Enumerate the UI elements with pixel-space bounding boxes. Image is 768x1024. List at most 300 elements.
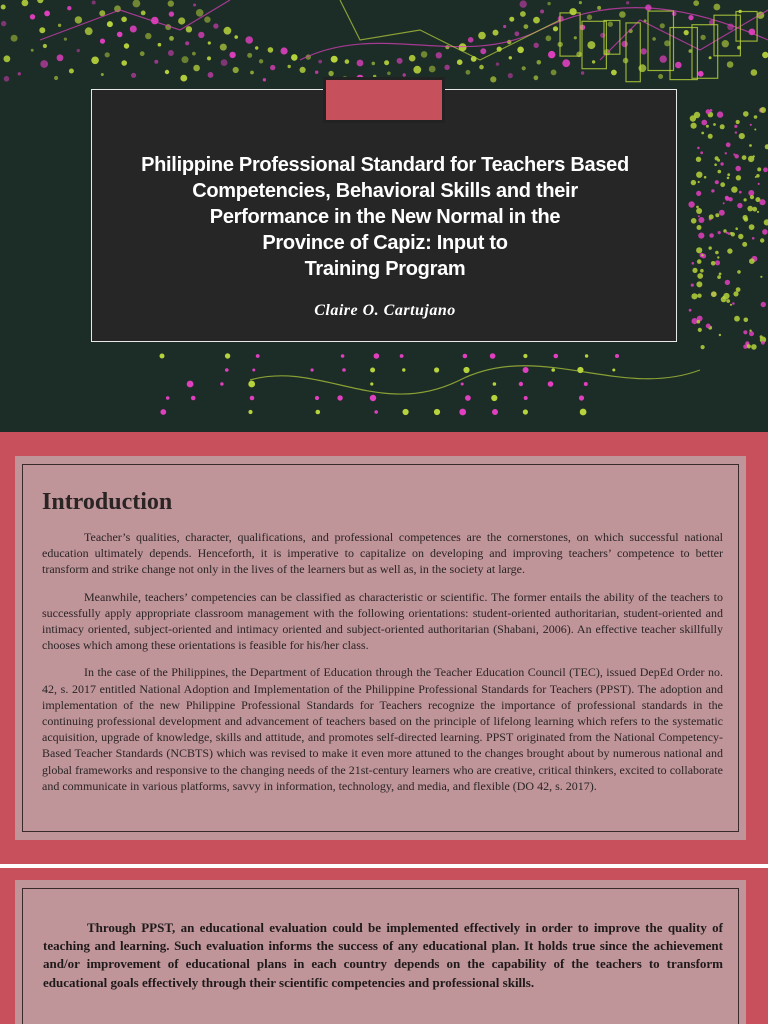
- decor-dot: [742, 242, 747, 247]
- decor-dot: [660, 23, 665, 28]
- decor-dot: [735, 227, 738, 230]
- decor-dot: [496, 62, 499, 65]
- decor-dot: [709, 214, 714, 219]
- decor-dot: [757, 211, 759, 213]
- decor-dot: [720, 182, 725, 187]
- decor-dot: [711, 261, 716, 266]
- decor-dot: [248, 410, 252, 414]
- decor-dot: [429, 66, 436, 73]
- decor-dot: [733, 291, 738, 296]
- decor-dot: [328, 71, 333, 76]
- decor-dot: [698, 233, 704, 239]
- decor-dot: [706, 125, 709, 128]
- decor-dot: [221, 59, 228, 66]
- decor-dot: [384, 60, 389, 65]
- decor-dot: [145, 33, 151, 39]
- decor-dot: [141, 11, 146, 16]
- decor-dot: [100, 39, 105, 44]
- decor-dot: [341, 354, 345, 358]
- decor-dot: [315, 71, 318, 74]
- decor-line: [250, 366, 700, 394]
- decor-dot: [725, 152, 727, 154]
- decor-dot: [400, 354, 404, 358]
- decor-dot: [69, 69, 74, 74]
- decor-dot: [263, 78, 266, 81]
- decor-dot: [696, 157, 701, 162]
- decor-dot: [130, 26, 137, 33]
- decor-dot: [520, 11, 526, 17]
- decor-dot: [696, 281, 702, 287]
- decor-dot: [615, 354, 619, 358]
- decor-dot: [551, 368, 555, 372]
- section-heading: Introduction: [42, 489, 173, 515]
- decor-dot: [580, 409, 587, 416]
- decor-dot: [688, 15, 693, 20]
- title-line: Training Program: [304, 258, 466, 280]
- decor-dot: [608, 22, 613, 27]
- decor-dot: [574, 36, 577, 39]
- decor-dot: [696, 191, 701, 196]
- decor-dot: [715, 251, 719, 255]
- decor-dot: [597, 6, 601, 10]
- decor-dot: [515, 31, 520, 36]
- decor-dot: [192, 52, 196, 56]
- decor-dot: [734, 125, 737, 128]
- decor-dot: [691, 293, 697, 299]
- decor-dot: [247, 53, 252, 58]
- decor-dot: [717, 111, 723, 117]
- decor-dot: [493, 382, 497, 386]
- decor-dot: [220, 382, 223, 385]
- decor-dot: [204, 16, 210, 22]
- decor-rect: [670, 28, 697, 80]
- title-line: Philippine Professional Standard for Teachers Based: [141, 154, 629, 176]
- decor-dot: [719, 210, 725, 216]
- decor-dot: [508, 73, 513, 78]
- decor-dot: [697, 294, 701, 298]
- decor-dot: [434, 409, 440, 415]
- decor-dot: [736, 120, 740, 124]
- decor-dot: [463, 354, 468, 359]
- decor-dot: [248, 381, 255, 388]
- decor-dot: [697, 273, 703, 279]
- decor-dot: [762, 52, 768, 58]
- decor-dot: [717, 256, 719, 258]
- decor-dot: [465, 395, 471, 401]
- decor-dot: [44, 11, 50, 17]
- decor-dot: [124, 43, 129, 48]
- decor-dot: [490, 353, 496, 359]
- decor-dot: [701, 132, 704, 135]
- decor-dot: [691, 218, 697, 224]
- decor-dot: [509, 56, 512, 59]
- decor-dot: [4, 76, 10, 82]
- decor-dot: [696, 208, 702, 214]
- decor-dot: [728, 197, 732, 201]
- decor-dot: [490, 76, 496, 82]
- decor-dot: [723, 229, 726, 232]
- decor-dot: [709, 56, 712, 59]
- decor-line: [600, 10, 768, 60]
- decor-dot: [730, 304, 732, 306]
- decor-dot: [689, 309, 692, 312]
- decor-dot: [761, 302, 766, 307]
- decor-dot: [459, 409, 466, 416]
- decor-dot: [524, 24, 529, 29]
- decor-dot: [370, 368, 375, 373]
- decor-dot: [250, 396, 255, 401]
- decor-dot: [727, 61, 734, 68]
- decor-dot: [207, 56, 211, 60]
- decor-dot: [178, 17, 185, 24]
- decor-dot: [187, 381, 194, 388]
- decor-dot: [744, 198, 747, 201]
- decor-dot: [709, 246, 712, 249]
- decor-dot: [652, 37, 656, 41]
- decor-dot: [723, 202, 725, 204]
- decor-dot: [706, 324, 711, 329]
- decor-dot: [154, 60, 158, 64]
- decor-line: [340, 0, 560, 60]
- decor-dot: [726, 299, 730, 303]
- decor-dot: [579, 1, 582, 4]
- decor-dot: [548, 51, 555, 58]
- title-box: [91, 89, 677, 342]
- decor-dot: [413, 66, 421, 74]
- title-line: Performance in the New Normal in the: [209, 206, 561, 228]
- decor-dot: [534, 75, 539, 80]
- decor-dot: [58, 24, 61, 27]
- decor-dot: [750, 195, 754, 199]
- decor-dot: [736, 287, 741, 292]
- decor-dot: [719, 273, 722, 276]
- decor-dot: [755, 197, 760, 202]
- decor-dot: [764, 219, 768, 225]
- decor-dot: [547, 2, 550, 5]
- decor-dot: [641, 48, 647, 54]
- decor-dot: [691, 180, 696, 185]
- decor-dot: [581, 71, 584, 74]
- decor-dot: [727, 177, 730, 180]
- decor-dot: [696, 172, 702, 178]
- decor-dot: [719, 334, 721, 336]
- decor-dot: [711, 291, 717, 297]
- decor-dot: [168, 50, 174, 56]
- decor-dot: [166, 396, 170, 400]
- decor-dot: [492, 409, 498, 415]
- decor-dot: [715, 180, 719, 184]
- decor-dot: [752, 207, 757, 212]
- decor-dot: [696, 206, 699, 209]
- decor-dot: [554, 354, 559, 359]
- decor-dot: [493, 30, 499, 36]
- decor-dot: [345, 59, 350, 64]
- decor-dot: [718, 231, 721, 234]
- decor-dot: [546, 35, 552, 41]
- decor-dot: [688, 201, 694, 207]
- decor-dot: [742, 155, 747, 160]
- decor-dot: [300, 67, 306, 73]
- decor-dot: [409, 55, 416, 62]
- decor-dot: [718, 170, 722, 174]
- decor-dot: [622, 41, 628, 47]
- decor-dot: [193, 65, 200, 72]
- decor-dot: [697, 147, 700, 150]
- decor-dot: [747, 344, 751, 348]
- decor-dot: [220, 44, 227, 51]
- decor-dot: [140, 51, 145, 56]
- decor-dot: [268, 47, 274, 53]
- decor-dot: [31, 49, 34, 52]
- decor-dot: [684, 30, 689, 35]
- title-line: Competencies, Behavioral Skills and their: [192, 180, 578, 202]
- decor-dot: [731, 232, 735, 236]
- decor-dot: [509, 17, 514, 22]
- decor-dot: [403, 409, 409, 415]
- decor-dot: [749, 258, 755, 264]
- decor-dot: [85, 27, 93, 35]
- decor-dot: [372, 62, 376, 66]
- decor-dot: [523, 367, 529, 373]
- decor-dot: [533, 17, 540, 24]
- title-line: Province of Capiz: Input to: [262, 232, 508, 254]
- decor-dot: [725, 280, 730, 285]
- decor-dot: [700, 35, 705, 40]
- decor-dot: [747, 206, 753, 212]
- decor-dot: [584, 382, 588, 386]
- introduction-slide: [0, 432, 768, 864]
- ppst-paragraph: Through PPST, an educational evaluation could be implemented effectively in order to improve the quality of teaching and learning. Such evaluation informs the success of any educational plan. It holds true since the achievement and/or improvement of educational plans in each country depends on the capability of the teachers to transform educational goals effectively through their scientific competencies and professional skills.: [43, 920, 723, 990]
- decor-dot: [562, 59, 570, 67]
- decor-dot: [245, 36, 253, 44]
- content-panel: [15, 880, 746, 1024]
- decor-dot: [739, 191, 742, 194]
- decor-dot: [64, 38, 67, 41]
- decor-dot: [444, 65, 449, 70]
- decor-dot: [701, 345, 705, 349]
- decor-dot: [737, 270, 741, 274]
- decor-dot: [727, 173, 730, 176]
- paragraph: In the case of the Philippines, the Department of Education through the Teacher Education Council (TEC), issued DepEd Order no. 42, s. 2017 entitled National Adoption and Implementation of the Philippine Professional Standards for Teachers (PPST). The adoption and implementation of the new Philippine Professional Standards for Teachers recognize the importance of professional standards in the continuing professional development and advancement of teachers based on the principle of lifelong learning which refers to the systematic acquisition, upgrade of knowledge, skills and attitude, and promotes self-directed learning. PPST originated from the National Competency-Based Teacher Standards (NCBTS) which was revised to make it even more attuned to the changes brought about by numerous national and global frameworks and responsive to the changing needs of the 21st-century learners who are creative, critical thinkers, excited to collaborate and communicate in various platforms, savvy in information, technology, and media, and flexible (DO 42, s. 2017).: [42, 665, 723, 793]
- decor-dot: [692, 262, 695, 265]
- decor-dot: [727, 248, 732, 253]
- decor-dot: [479, 65, 484, 70]
- decor-dot: [675, 62, 682, 69]
- decor-dot: [255, 46, 258, 49]
- decor-dot: [91, 57, 99, 65]
- decor-dot: [612, 369, 615, 372]
- decor-dot: [92, 1, 96, 5]
- decor-dot: [701, 254, 703, 256]
- decor-dot: [522, 66, 526, 70]
- decor-dot: [256, 354, 260, 358]
- decor-dot: [133, 0, 141, 7]
- decor-dot: [551, 70, 557, 76]
- decor-dot: [694, 112, 700, 118]
- intro-body: [42, 529, 723, 805]
- decor-dot: [761, 341, 765, 345]
- decor-dot: [196, 9, 204, 17]
- decor-dot: [748, 156, 754, 162]
- decor-dot: [185, 41, 189, 45]
- decor-dot: [735, 154, 739, 158]
- decor-dot: [337, 395, 342, 400]
- decor-dot: [193, 4, 196, 7]
- decor-dot: [466, 70, 471, 75]
- decor-dot: [4, 55, 11, 62]
- decor-dot: [523, 409, 528, 414]
- decor-dot: [760, 276, 762, 278]
- decor-dot: [281, 47, 288, 54]
- decor-dot: [579, 395, 584, 400]
- decor-dot: [77, 49, 80, 52]
- decor-dot: [750, 124, 752, 126]
- decor-dot: [714, 163, 717, 166]
- slide-title: [92, 152, 678, 282]
- decor-dot: [743, 330, 747, 334]
- decor-dot: [731, 186, 737, 192]
- decor-dot: [457, 59, 463, 65]
- decor-dot: [169, 36, 174, 41]
- decor-dot: [760, 107, 766, 113]
- decor-dot: [756, 174, 760, 178]
- decor-dot: [180, 75, 187, 82]
- decor-dot: [749, 330, 751, 332]
- decor-dot: [121, 17, 127, 23]
- author-name: Claire O. Cartujano: [314, 302, 456, 319]
- decor-dot: [101, 73, 104, 76]
- decor-dot: [67, 6, 71, 10]
- decor-dot: [208, 72, 214, 78]
- decor-dot: [225, 353, 230, 358]
- decor-dot: [722, 296, 725, 299]
- decor-dot: [1, 5, 6, 10]
- decor-dot: [762, 229, 768, 235]
- decor-dot: [22, 0, 29, 6]
- decor-dot: [736, 175, 741, 180]
- decor-dot: [208, 41, 211, 44]
- decor-dot: [715, 156, 719, 160]
- decor-dot: [696, 247, 702, 253]
- decor-dot: [735, 166, 741, 172]
- decor-dot: [658, 74, 663, 79]
- decor-dot: [760, 238, 764, 242]
- decor-dot: [697, 320, 701, 324]
- decor-dot: [491, 395, 497, 401]
- decor-dot: [523, 354, 527, 358]
- decor-dot: [540, 10, 544, 14]
- decor-dot: [342, 368, 346, 372]
- decor-dot: [752, 237, 755, 240]
- decor-dot: [708, 134, 713, 139]
- decor-dot: [252, 369, 255, 372]
- decor-dot: [288, 65, 291, 68]
- decor-dot: [700, 151, 703, 154]
- decor-dot: [182, 56, 189, 63]
- decor-dot: [318, 60, 322, 64]
- decor-dot: [726, 142, 731, 147]
- decor-dot: [735, 131, 737, 133]
- decor-dot: [503, 25, 506, 28]
- decor-dot: [186, 26, 192, 32]
- decor-dot: [191, 396, 196, 401]
- panel-border: [22, 464, 739, 832]
- decor-dot: [751, 344, 757, 350]
- decor-dot: [421, 51, 428, 58]
- decor-dot: [387, 72, 391, 76]
- decor-dot: [165, 70, 169, 74]
- decor-dot: [749, 144, 752, 147]
- decor-dot: [468, 37, 474, 43]
- decor-dot: [570, 8, 577, 15]
- accent-tab: [323, 77, 445, 123]
- decor-dot: [585, 354, 588, 357]
- decor-dot: [734, 316, 740, 322]
- decor-dot: [259, 59, 263, 63]
- decor-dot: [331, 56, 338, 63]
- decor-dot: [250, 71, 254, 75]
- decor-dot: [370, 382, 373, 385]
- decor-dot: [587, 15, 592, 20]
- decor-dot: [461, 383, 464, 386]
- decor-dot: [760, 335, 763, 338]
- decor-dot: [698, 71, 704, 77]
- decor-dot: [697, 259, 702, 264]
- decor-dot: [357, 60, 364, 67]
- decor-dot: [758, 183, 760, 185]
- decor-dot: [160, 409, 166, 415]
- decor-dot: [751, 69, 758, 76]
- decor-dot: [749, 224, 755, 230]
- decor-dot: [107, 21, 113, 27]
- decor-dot: [39, 27, 45, 33]
- decor-dot: [698, 328, 702, 332]
- decor-dot: [692, 268, 697, 273]
- decor-dot: [40, 60, 48, 68]
- decor-dot: [698, 217, 704, 223]
- decor-dot: [316, 410, 321, 415]
- decor-dot: [704, 176, 707, 179]
- decor-dot: [43, 44, 47, 48]
- decor-dot: [749, 331, 754, 336]
- decor-dot: [660, 55, 667, 62]
- decor-dot: [720, 162, 723, 165]
- decor-dot: [18, 72, 21, 75]
- content-panel: [15, 456, 746, 840]
- decor-dot: [693, 0, 699, 6]
- decor-dot: [715, 213, 719, 217]
- decor-dot: [478, 32, 486, 40]
- decor-dot: [121, 60, 127, 66]
- decor-dot: [315, 396, 319, 400]
- decor-dot: [30, 14, 35, 19]
- decor-dot: [434, 367, 439, 372]
- decor-dot: [517, 47, 524, 54]
- decor-dot: [537, 60, 542, 65]
- paragraph: Meanwhile, teachers’ competencies can be classified as characteristic or scientific. The former entails the ability of the teachers to successfully apply appropriate classroom management with the following orientations: student-oriented authoritarian, student-oriented and intimacy oriented, subject-oriented and intimacy oriented and subject-oriented authoritarian (Shabani, 2006). An effective teacher skillfully chooses which among these orientations is feasible for his/her class.: [42, 589, 723, 653]
- decor-dot: [722, 40, 729, 47]
- decor-dot: [168, 0, 174, 6]
- decor-dot: [198, 32, 204, 38]
- decor-dot: [672, 11, 677, 16]
- decor-dot: [270, 65, 275, 70]
- decor-dot: [744, 217, 749, 222]
- decor-dot: [520, 0, 527, 7]
- decor-dot: [117, 32, 123, 38]
- decor-dot: [709, 233, 714, 238]
- decor-dot: [711, 189, 714, 192]
- paragraph: Teacher’s qualities, character, qualifications, and professional competences are the cornerstones, on which successful national education ultimately depends. Henceforth, it is imperative to capitalize on developing and improving teachers’ competence to better transform and strike change not only in the lives of the learners but as well as, in the society at large.: [42, 530, 723, 577]
